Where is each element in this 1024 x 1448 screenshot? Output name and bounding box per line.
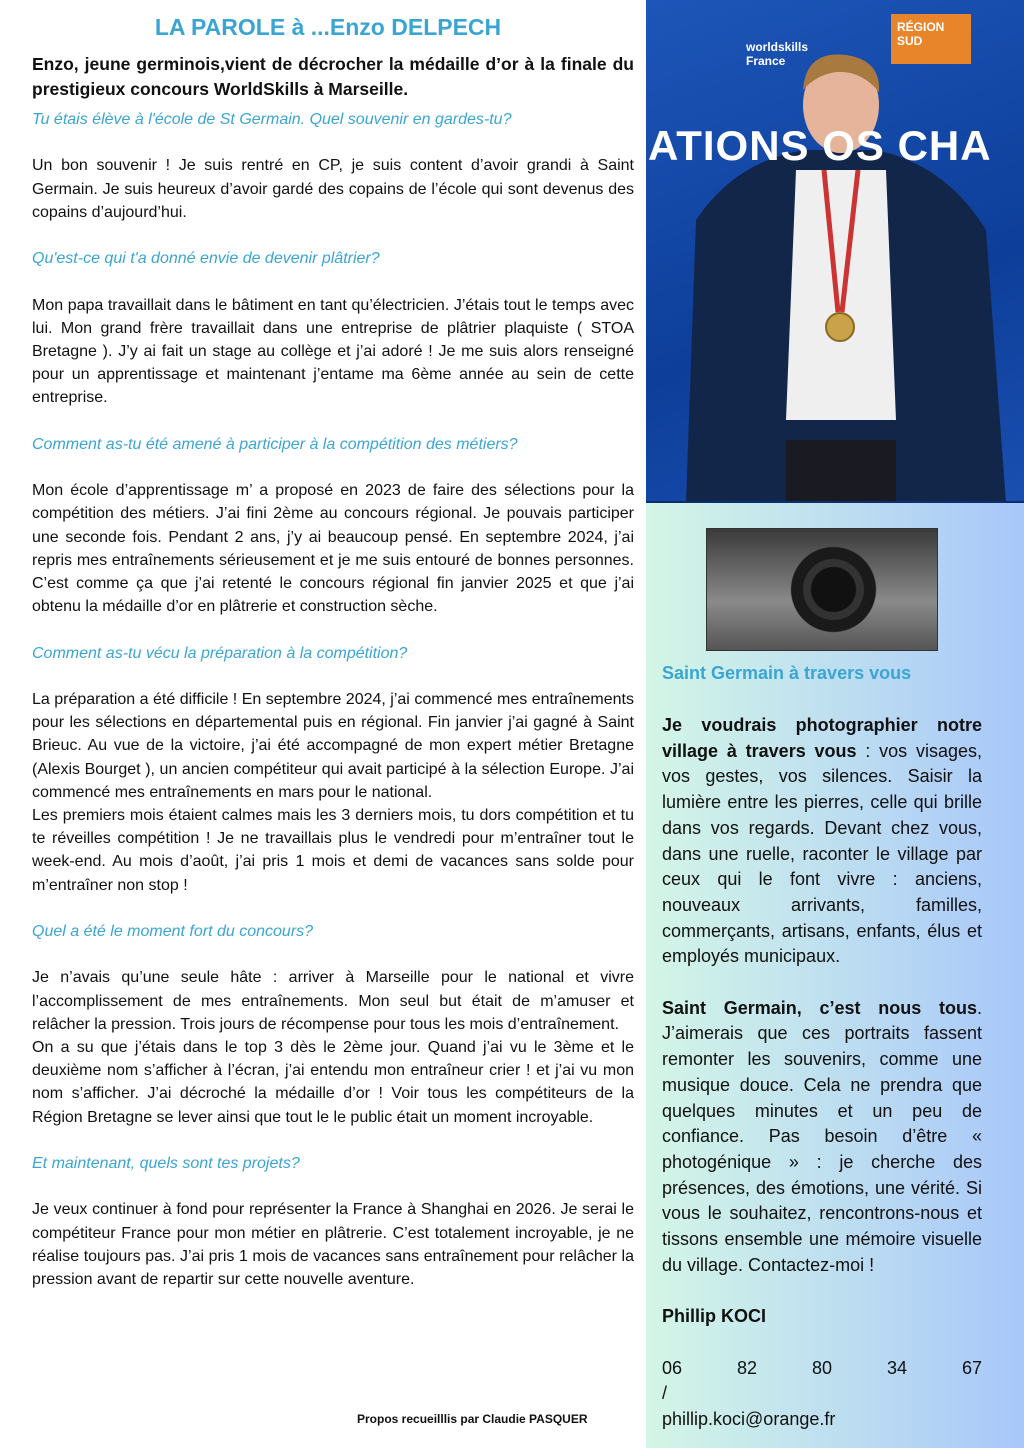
- answer-5b: On a su que j’étais dans le top 3 dès le 2ème jour. Quand j’ai vu le 3ème et le deuxième nom s’afficher à l’écran, j’ai entendu mon entraîneur crier ! et j’ai vu mon nom s’afficher. J’ai décroché la médaille d’or ! Voir tous les compétiteurs de la Région Bretagne se lever ainsi que tout le le public était un moment incroyable.: [32, 1038, 634, 1126]
- region-logo: RÉGION SUD: [891, 14, 971, 64]
- contact-name: Phillip KOCI: [662, 1306, 767, 1327]
- sidebar-p1-bold: Je voudrais photographier notre village à travers vous: [662, 715, 982, 761]
- portrait-photo: [646, 0, 1024, 503]
- person-figure: [646, 0, 1024, 503]
- sidebar-p2: . J’aimerais que ces portraits fassent remonter les souvenirs, comme une musique douce. Cela ne prendra que quelques minutes et un peu de confiance. Pas besoin d’être « photogénique » : je cherche des présences, des émotions, une vérité. Si vous le souhaitez, rencontrons-nous et tissons ensemble une mémoire visuelle du village. Contactez-moi !: [662, 997, 982, 1275]
- answer-1: Un bon souvenir ! Je suis rentré en CP, je suis content d’avoir grandi à Saint Germain. Je suis heureux d’avoir gardé des copains de l’école qui sont devenus des copains d’aujourd’hui.: [32, 157, 634, 221]
- sidebar-title: Saint Germain à travers vous: [662, 663, 912, 683]
- answer-2: Mon papa travaillait dans le bâtiment en tant qu’électricien. J’étais tout le temps avec lui. Mon grand frère travaillait dans une entreprise de plâtrier plaquiste ( STOA Bretagne ). J’y ai fait un stage au collège et j’ai adoré ! Je me suis alors renseigné pour un apprentissage et maintenant j’entame ma 6ème année au sein de cette entreprise.: [32, 296, 634, 407]
- intro: Enzo, jeune germinois,vient de décrocher la médaille d’or à la finale du prestigieux concours WorldSkills à Marseille.: [32, 54, 634, 99]
- question-5: Quel a été le moment fort du concours?: [32, 922, 314, 940]
- sidebar-text: [662, 713, 982, 1433]
- photo-banner: ATIONS OS CHA: [648, 122, 992, 169]
- question-2: Qu'est-ce qui t'a donné envie de devenir plâtrier?: [32, 250, 380, 268]
- sidebar-p2-bold: Saint Germain, c’est nous tous: [662, 997, 977, 1018]
- contact-phone: 06 82 80 34 67 /: [662, 1357, 982, 1404]
- camera-photo: [706, 528, 938, 651]
- answer-5a: Je n’avais qu’une seule hâte : arriver à Marseille pour le national et vivre l’accomplissement de mes entraînements. Mon seul but était de m’amuser et relâcher la pression. Trois jours de récompense pour tous les mois d’entraînement.: [32, 969, 634, 1033]
- answer-6: Je veux continuer à fond pour représenter la France à Shanghai en 2026. Je serai le compétiteur France pour mon métier en plâtrerie. C’est totalement incroyable, je ne réalise toujours pas. J’ai pris 1 mois de vacances sans entraînement pour relâcher la pression avant de repartir sur cette nouvelle aventure.: [32, 1201, 634, 1288]
- contact-email[interactable]: phillip.koci@orange.fr: [662, 1408, 836, 1429]
- sidebar-p1: : vos visages, vos gestes, vos silences. Saisir la lumière entre les pierres, celle qui brille dans vos regards. Devant chez vous, dans une ruelle, raconter le village par ceux qui le font vivre : anciens, nouveaux arrivants, familles, commerçants, artisans, enfants, élus et employés municipaux.: [662, 740, 983, 967]
- article: [32, 12, 634, 1291]
- question-3: Comment as-tu été amené à participer à la compétition des métiers?: [32, 435, 518, 453]
- question-4: Comment as-tu vécu la préparation à la compétition?: [32, 644, 408, 662]
- answer-4b: Les premiers mois étaient calmes mais les 3 derniers mois, tu dors compétition et tu te réveilles compétition ! Je ne travaillais plus le vendredi pour m’entraîner tout le week-end. Au mois d’août, j’ai pris 1 mois et demi de vacances sans solde pour m’entraîner non stop !: [32, 806, 634, 894]
- sidebar: [646, 0, 1024, 1448]
- answer-4a: La préparation a été difficile ! En septembre 2024, j’ai commencé mes entraînements pour les sélections en départemental puis en régional. Fin janvier j’ai gagné à Saint Brieuc. Au vue de la victoire, j’ai été accompagné de mon expert métier Bretagne (Alexis Bourget ), un ancien compétiteur qui avait participé à la sélection Europe. J’ai commencé mes entraînements en mars pour le national.: [32, 690, 634, 801]
- worldskills-logo: worldskills France: [746, 40, 809, 68]
- page-title: LA PAROLE à ...Enzo DELPECH: [154, 14, 502, 40]
- question-6: Et maintenant, quels sont tes projets?: [32, 1154, 300, 1172]
- answer-3: Mon école d’apprentissage m’ a proposé en 2023 de faire des sélections pour la compétition des métiers. J’ai fini 2ème au concours régional. Je pouvais participer une seconde fois. Pendant 2 ans, j’y ai beaucoup pensé. En septembre 2024, j’ai repris mes entraînements sérieusement et je me suis entouré de bonnes personnes. C’est comme ça que j’ai retenté le concours régional fin janvier 2025 et que j’ai obtenu la médaille d’or en plâtrerie et construction sèche.: [32, 482, 634, 616]
- question-1: Tu étais élève à l'école de St Germain. Quel souvenir en gardes-tu?: [32, 111, 512, 128]
- credit: Propos recueilllis par Claudie PASQUER: [357, 1412, 588, 1426]
